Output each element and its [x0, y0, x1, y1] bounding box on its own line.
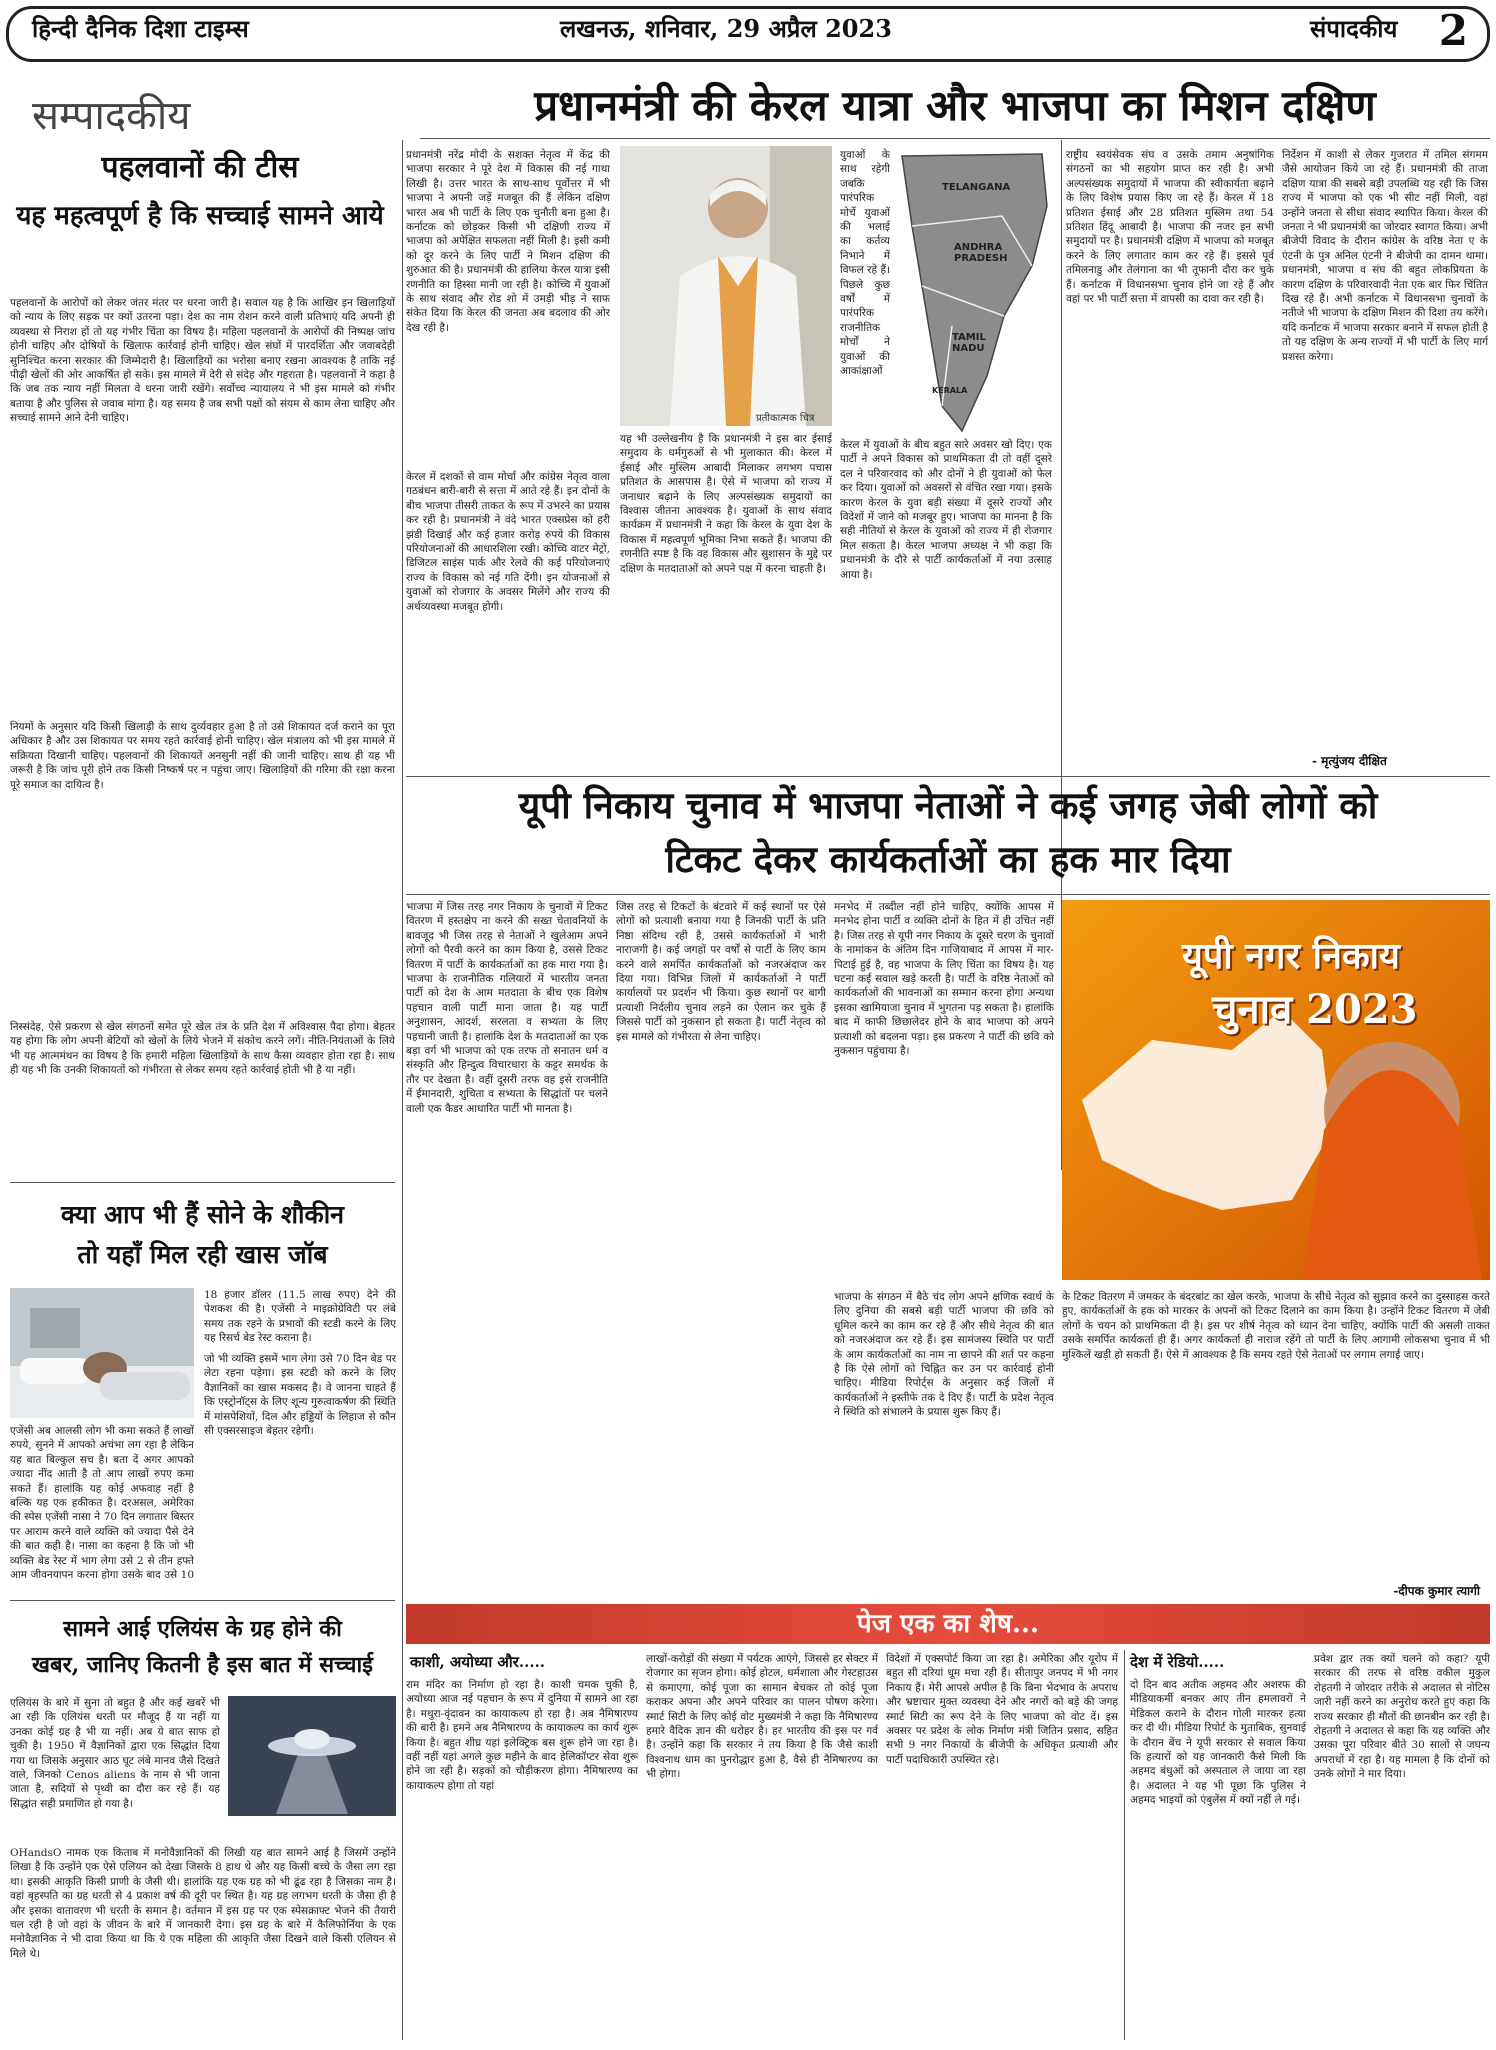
page-number: 2 — [1438, 6, 1468, 55]
wrestlers-body-1: पहलवानों के आरोपों को लेकर जंतर मंतर पर धरना जारी है। सवाल यह है कि आखिर इन खिलाड़ियों को न्याय के लिए सड़क पर क्यों उतरना पड़ा। देश का नाम रोशन करने वाली प्रतिभाएं यदि अपनी ही व्यवस्था से निराश हों तो यह गंभीर चिंता का विषय है। महिला पहलवानों के आरोपों की निष्पक्ष जांच होनी चाहिए और दोषियों के खिलाफ कार्रवाई होनी चाहिए। खेल संघों में पारदर्शिता और जवाबदेही सुनिश्चित करना सरकार की जिम्मेदारी है। खिलाड़ियों का भरोसा बनाए रखना आवश्यक है ताकि नई पीढ़ी खेलों की ओर आकर्षित हो सके। इस मामले में देरी से संदेह और गहराता है। पहलवानों ने कहा है कि जब तक न्याय नहीं मिलता वे धरना जारी रखेंगे। सर्वोच्च न्यायालय ने भी इस मामले को गंभीर बताया है और पुलिस से जवाब मांगा है। यह समय है जब सभी पक्षों को संयम से काम लेना चाहिए और सच्चाई सामने आने देनी चाहिए। — [10, 297, 395, 425]
continued-banner: पेज एक का शेष... — [406, 1604, 1490, 1644]
wrestlers-body-2: नियमों के अनुसार यदि किसी खिलाड़ी के साथ दुर्व्यवहार हुआ है तो उसे शिकायत दर्ज कराने का पूरा अधिकार है और उस शिकायत पर समय रहते कार्रवाई होनी चाहिए। खेल मंत्रालय को भी इस मामले में सक्रियता दिखानी चाहिए। पहलवानों की शिकायतें अनसुनी नहीं की जानी चाहिए। साथ ही यह भी जरूरी है कि जांच पूरी होने तक किसी निष्कर्ष पर न पहुंचा जाए। खिलाड़ियों की गरिमा की रक्षा करना पूरे समाज का दायित्व है। — [10, 721, 395, 791]
up-body-3: मनभेद में तब्दील नहीं होने चाहिए, क्योंकि आपस में मनभेद होना पार्टी व व्यक्ति दोनों के हित में ही उचित नहीं है। जिस तरह से यूपी नगर निकाय के दूसरे चरण के चुनावों के नामांकन के अंतिम दिन गाजियाबाद में आपस में मार-पिटाई हुई है, वह भाजपा के लिए चिंता का विषय है। यह घटना कई सवाल खड़े करती है। पार्टी के वरिष्ठ नेताओं को कार्यकर्ताओं की भावनाओं का सम्मान करना होगा अन्यथा इसका खामियाजा चुनाव में भुगतना पड़ सकता है। हालांकि बाद में काफी छिछालेदर होने के बाद भाजपा को अपने प्रत्याशी को बदलना पड़ा। इस प्रकरण ने पार्टी की छवि को नुकसान पहुंचाया है। — [834, 901, 1054, 1058]
kerala-body-6: राष्ट्रीय स्वयंसेवक संघ व उसके तमाम अनुषांगिक संगठनों का भी सहयोग प्राप्त कर रही है। अभी अल्पसंख्यक समुदायों में भाजपा की स्वीकार्यता बढ़ाने के लिए विशेष प्रयास किए जा रहे हैं। केरल में 18 प्रतिशत ईसाई और 28 प्रतिशत मुस्लिम तथा 54 प्रतिशत हिंदू आबादी है। भाजपा की नजर इन सभी समुदायों पर है। प्रधानमंत्री दक्षिण में भाजपा को मजबूत करने के लिए लगातार काम कर रहे हैं। इससे पूर्व तमिलनाडु और तेलंगाना का भी तूफानी दौरा कर चुके हैं। कर्नाटक में विधानसभा चुनाव होने जा रहे हैं और वहां पर भी पार्टी सत्ता में वापसी का दावा कर रही है। — [1066, 149, 1274, 306]
up-election-graphic — [1062, 900, 1490, 1280]
aliens-headline-1: सामने आई एलियंस के ग्रह होने की — [63, 1616, 342, 1642]
kerala-body-5: केरल में युवाओं के बीच बहुत सारे अवसर खो दिए। एक पार्टी ने अपने विकास को प्राथमिकता दी तो वहीं दूसरे दल ने परिवारवाद को और दोनों ने ही युवाओं को फेल कर दिया। युवाओं को अवसरों से वंचित रखा गया। इसके कारण केरल के युवा बड़ी संख्या में दूसरे राज्यों और विदेशों में जाने को मजबूर हुए। भाजपा का मानना है कि सही नीतियों से केरल के युवाओं को राज्य में ही रोजगार मिल सकता है। केरल भाजपा अध्यक्ष ने भी कहा कि प्रधानमंत्री के दौरे से पार्टी कार्यकर्ताओं में नया उत्साह आया है। — [840, 439, 1052, 581]
dateline: लखनऊ, शनिवार, 29 अप्रैल 2023 — [560, 14, 892, 43]
wrestlers-headline-2: यह महत्वपूर्ण है कि सच्चाई सामने आये — [16, 201, 384, 231]
kerala-body-2: केरल में दशकों से वाम मोर्चा और कांग्रेस नेतृत्व वाला गठबंधन बारी-बारी से सत्ता में आते रहे हैं। इन दोनों के बीच भाजपा तीसरी ताकत के रूप में उभरने का प्रयास कर रही है। प्रधानमंत्री ने वंदे भारत एक्सप्रेस को हरी झंडी दिखाई और कई हजार करोड़ रुपये की विकास परियोजनाओं की आधारशिला रखी। कोच्चि वाटर मेट्रो, डिजिटल साइंस पार्क और रेलवे की कई परियोजनाएं राज्य के विकास को नई गति देंगी। इन योजनाओं से युवाओं को रोजगार के अवसर मिलेंगे और राज्य की अर्थव्यवस्था मजबूत होगी। — [406, 471, 610, 613]
gold-body-2: जो भी व्यक्ति इसमें भाग लेगा उसे 70 दिन बेड पर लेटा रहना पड़ेगा। इस स्टडी को करने के लिए वैज्ञानिकों का खास मकसद है। वे जानना चाहते हैं कि एस्ट्रोनॉट्स के लिए शून्य गुरुत्वाकर्षण की स्थिति में मांसपेशियों, दिल और हड्डियों के लिहाज से कौन सी एक्सरसाइज बेहतर रहेगी। — [204, 1353, 396, 1438]
pm-modi-photo — [620, 146, 832, 426]
masthead-section: संपादकीय — [1310, 14, 1398, 43]
divider — [406, 776, 1490, 777]
section-label: सम्पादकीय — [32, 93, 191, 139]
graphic-title-1: यूपी नगर निकाय — [1182, 935, 1400, 977]
gold-body-3: एजेंसी अब आलसी लोग भी कमा सकते हैं लाखों रुपये, सुनने में आपको अचंभा लग रहा है लेकिन यह बात बिल्कुल सच है। बता दें अगर आपको ज्यादा नींद आती है तो आप लाखों रुपए कमा सकते हैं। हालांकि यह कोई अफवाह नहीं है बल्कि यह एक हकीकत है। दरअसल, अमेरिका की स्पेस एजेंसी नासा ने 70 दिन लगातार बिस्तर पर आराम करने वाले व्यक्ति को ज्यादा पैसे देने की बात कही है। नासा का कहना है कि जो भी व्यक्ति बेड रेस्ट में भाग लेगा उसे 2 से तीन हफ्ते आम जीवनयापन करना होगा उसके बाद उसे 10 — [10, 1425, 194, 1582]
kashi-title: काशी, अयोध्या और..... — [410, 1653, 546, 1671]
wrestlers-body-3: निस्संदेह, ऐसे प्रकरण से खेल संगठनों समेत पूरे खेल तंत्र के प्रति देश में अविश्वास पैदा होगा। बेहतर यह होगा कि लोग अपनी बेटियों को खेलों के लिये भेजने में संकोच करने लगें। नीति-नियंताओं के लिये भी यह आत्ममंथन का विषय है कि हमारी महिला खिलाड़ियों के साथ कैसा व्यवहार होता रहा है। साथ ही यह भी कि उनकी शिकायतों को गंभीरता से लेकर समय रहते कार्रवाई होती भी है या नहीं। — [10, 1021, 395, 1077]
divider — [406, 894, 1490, 895]
up-headline-1: यूपी निकाय चुनाव में भाजपा नेताओं ने कई जगह जेबी लोगों को — [518, 783, 1378, 827]
divider — [10, 1182, 395, 1183]
kashi-body-3: विदेशों में एक्सपोर्ट किया जा रहा है। अमेरिका और यूरोप में बहुत सी दरियां धूम मचा रही हैं। सीतापुर जनपद में भी नगर निकाय हैं। मेरी आपसे अपील है कि बिना भेदभाव के अपराध और भ्रष्टाचार मुक्त व्यवस्था देने और नगरों को बड़े की जगह स्मार्ट सिटी का रूप देने के लिए भाजपा को वोट दें। इस अवसर पर प्रदेश के लोक निर्माण मंत्री जितिन प्रसाद, सहित सभी 9 नगर निकायों के बीजेपी के अधिकृत प्रत्याशी और पार्टी पदाधिकारी उपस्थित रहे। — [886, 1653, 1118, 1766]
radio-body-1: दो दिन बाद अतीक अहमद और अशरफ की मीडियाकर्मी बनकर आए तीन हमलावरों ने मेडिकल कराने के दौरान गोली मारकर हत्या कर दी थी। मीडिया रिपोर्ट के मुताबिक, सुनवाई के दौरान बेंच ने यूपी सरकार से सवाल किया कि हत्यारों को यह जानकारी कैसे मिली कि अहमद बंधुओं को अस्पताल ले जाया जा रहा है। अदालत ने यह भी पूछा कि पुलिस ने अहमद भाइयों को एंबुलेंस में क्यों नहीं ले गई। — [1130, 1679, 1306, 1807]
map-label-andhra: ANDHRA PRADESH — [954, 242, 1008, 264]
column-rule — [402, 140, 403, 2040]
radio-title: देश में रेडियो..... — [1130, 1653, 1225, 1671]
graphic-title-2: चुनाव 2023 — [1212, 986, 1418, 1033]
main-headline: प्रधानमंत्री की केरल यात्रा और भाजपा का मिशन दक्षिण — [534, 81, 1376, 130]
kerala-body-4: युवाओं के साथ रहेगी जबकि पारंपरिक मोर्चे युवाओं की भलाई का कर्तव्य निभाने में विफल रहे हैं। पिछले कुछ वर्षों में पारंपरिक राजनीतिक मोर्चों ने युवाओं की आकांक्षाओं — [840, 149, 890, 378]
up-byline: -दीपक कुमार त्यागी — [1393, 1584, 1480, 1598]
up-body-5: के टिकट वितरण में जमकर के बंदरबांट का खेल करके, भाजपा के सीधे नेतृत्व को सुझाव करने का दुस्साहस करते हुए, कार्यकर्ताओं के हक को मारकर के अपनों को टिकट दिलाने का काम किया है। उन्होंने टिकट वितरण में जेबी लोगों के चयन को प्राथमिकता दी है। इस पर शीर्ष नेतृत्व को ध्यान देना चाहिए, क्योंकि पार्टी की असली ताकत उसके समर्पित कार्यकर्ता ही हैं। अगर कार्यकर्ता ही नाराज रहेंगे तो पार्टी के लिए आगामी लोकसभा चुनाव में भी मुश्किलें खड़ी हो सकती हैं। ऐसे में आवश्यक है कि समय रहते ऐसे नेताओं पर लगाम लगाई जाए। — [1062, 1291, 1490, 1361]
kerala-body-3: यह भी उल्लेखनीय है कि प्रधानमंत्री ने इस बार ईसाई समुदाय के धर्मगुरुओं से भी मुलाकात की। केरल में ईसाई और मुस्लिम आबादी मिलाकर लगभग पचास प्रतिशत के आसपास है। ऐसे में भाजपा को राज्य में जनाधार बढ़ाने के लिए अल्पसंख्यक समुदायों का विश्वास जीतना आवश्यक है। युवाओं के साथ संवाद कार्यक्रम में प्रधानमंत्री ने कहा कि केरल के युवा देश के विकास में महत्वपूर्ण भूमिका निभा सकते हैं। भाजपा की रणनीति स्पष्ट है कि वह विकास और सुशासन के मुद्दे पर दक्षिण के मतदाताओं को अपने पक्ष में करना चाहती है। — [620, 433, 832, 575]
kashi-body-1: राम मंदिर का निर्माण हो रहा है। काशी चमक चुकी है, अयोध्या आज नई पहचान के रूप में दुनिया में सामने आ रहा है। मथुरा-वृंदावन का कायाकल्प हो रहा है। अब नैमिषारण्य की बारी है। हमने अब नैमिषारण्य के कायाकल्प का कार्य शुरू किया है। बहुत शीघ्र यहां इलेक्ट्रिक बस शुरू होने जा रहा है। वहीं नहीं यहां अगले कुछ महीने के बाद हेलिकॉप्टर सेवा शुरू होने जा रही है। सड़कों को चौड़ीकरण होगा। नैमिषारण्य का कायाकल्प होगा तो यहां — [406, 1679, 638, 1792]
kerala-body-1: प्रधानमंत्री नरेंद्र मोदी के सशक्त नेतृत्व में केंद्र की भाजपा सरकार ने पूरे देश में विकास की नई गाथा लिखी है। उत्तर भारत के साथ-साथ पूर्वोत्तर में भी भाजपा ने अपनी जड़ें मजबूत की हैं लेकिन दक्षिण भारत अब भी पार्टी के लिए एक चुनौती बना हुआ है। कर्नाटक को छोड़कर किसी भी दक्षिणी राज्य में भाजपा को अपेक्षित सफलता नहीं मिली है। इसी कमी को दूर करने के लिए पार्टी ने मिशन दक्षिण की शुरुआत की है। प्रधानमंत्री की हालिया केरल यात्रा इसी रणनीति का हिस्सा मानी जा रही है। कोच्चि में युवाओं के साथ संवाद और रोड शो में उमड़ी भीड़ ने साफ संकेत दिया कि केरल की जनता अब बदलाव की ओर देख रही है। — [406, 149, 610, 334]
column-rule — [1124, 1650, 1125, 2040]
divider — [420, 138, 1490, 139]
up-body-1: भाजपा में जिस तरह नगर निकाय के चुनावों में टिकट वितरण में हस्तक्षेप ना करने की सख्त चेतावनियों के बावजूद भी जिस तरह से नेताओं ने खुलेआम अपने लोगों को पैरवी करने का काम किया है, उससे टिकट वितरण में पार्टी के कार्यकर्ताओं का हक मारा गया है। भाजपा के राजनीतिक गलियारों में भारतीय जनता पार्टी को देश के आम मतदाता के बीच एक विशेष पहचान वाली पार्टी माना जाता है। यह पार्टी अनुशासन, आदर्श, सरलता व सभ्यता के लिए पहचानी जाती है। हालांकि देश के मतदाताओं का एक बड़ा वर्ग भी भाजपा को एक तरफ तो सनातन धर्म व संस्कृति और हिन्दुत्व विचारधारा के कट्टर समर्थक के तौर पर देखता है। वहीं दूसरी तरफ वह इसे राजनीति में ईमानदारी, शुचिता व सभ्यता के सिद्धांतों पर चलने वाली एक कैडर आधारित पार्टी भी मानता है। — [406, 901, 608, 1115]
gold-body-1: 18 हजार डॉलर (11.5 लाख रुपए) देने की पेशकश की है। एजेंसी ने माइक्रोग्रेविटी पर लंबे समय तक रहने के प्रभावों की स्टडी करने के लिए यह रिसर्च बेड रेस्ट कराना है। — [204, 1289, 396, 1345]
kashi-body-2: लाखों-करोड़ों की संख्या में पर्यटक आएंगे, जिससे हर सेक्टर में रोजगार का सृजन होगा। कोई होटल, धर्मशाला और गेस्टहाउस से कमाएगा, कोई पूजा का सामान बेचकर तो कोई पूजा कराकर अपना और अपने परिवार का पालन पोषण करेगा। स्मार्ट सिटी के लिए कोई वोट मुख्यमंत्री ने कहा कि नैमिषारण्य हमारे वैदिक ज्ञान की धरोहर है। हर भारतीय की इस पर गर्व है। उन्होंने कहा कि सरकार ने तय किया है कि जैसे काशी विश्वनाथ धाम का पुनरोद्धार हुआ है, वैसे ही नैमिषारण्य का भी होगा। — [646, 1653, 878, 1781]
photo-caption: प्रतीकात्मक चित्र — [756, 413, 815, 424]
gold-headline-1: क्या आप भी हैं सोने के शौकीन — [60, 1200, 345, 1229]
kerala-byline: - मृत्युंजय दीक्षित — [1312, 754, 1387, 768]
radio-body-2: प्रवेश द्वार तक क्यों चलने को कहा? यूपी सरकार की तरफ से वरिष्ठ वकील मुकुल रोहतगी ने जोरदार तरीके से अदालत से नोटिस जारी नहीं करने का अनुरोध करते हुए कहा कि राज्य सरकार ही मौतों की छानबीन कर रही है। रोहतगी ने अदालत से कहा कि यह व्यक्ति और उसका पूरा परिवार बीते 30 सालों से जघन्य अपराधों में रहा है। यह मामला है कि दोनों को उनके लोगों ने मार दिया। — [1314, 1653, 1490, 1781]
sleeping-woman-photo — [10, 1288, 194, 1418]
map-label-kerala: KERALA — [932, 386, 968, 395]
up-body-2: जिस तरह से टिकटों के बंटवारे में कई स्थानों पर ऐसे लोगों को प्रत्याशी बनाया गया है जिनकी पार्टी के प्रति निष्ठा संदिग्ध रही है, उससे कार्यकर्ताओं में भारी नाराजगी है। कई जगहों पर वर्षों से पार्टी के लिए काम करने वाले समर्पित कार्यकर्ताओं को नजरअंदाज कर दिया गया। विभिन्न जिलों में कार्यकर्ताओं ने पार्टी कार्यालयों पर प्रदर्शन भी किया। कुछ स्थानों पर बागी प्रत्याशी निर्दलीय चुनाव लड़ने का ऐलान कर चुके हैं जिससे पार्टी को नुकसान हो सकता है। पार्टी नेतृत्व को इस मामले को गंभीरता से लेना चाहिए। — [616, 901, 826, 1043]
map-label-tamil-nadu: TAMIL NADU — [952, 332, 986, 354]
paper-name: हिन्दी दैनिक दिशा टाइम्स — [32, 14, 249, 43]
wrestlers-headline-1: पहलवानों की टीस — [101, 150, 299, 185]
ufo-photo — [228, 1696, 396, 1816]
up-headline-2: टिकट देकर कार्यकर्ताओं का हक मार दिया — [665, 837, 1231, 881]
south-india-map — [892, 146, 1052, 436]
up-body-4: भाजपा के संगठन में बैठे चंद लोग अपने क्षणिक स्वार्थ के लिए दुनिया की सबसे बड़ी पार्टी भाजपा की छवि को धूमिल करने का काम कर रहे हैं और सीधे नेतृत्व की बात को नजरअंदाज कर रहे हैं। इस सामंजस्य स्थिति पर पार्टी के आम कार्यकर्ताओं का नाम ना छापने की शर्त पर कहना है कि ऐसे लोगों को चिह्नित कर उन पर कार्रवाई होनी चाहिए। मीडिया रिपोर्ट्स के अनुसार कई जिलों में कार्यकर्ताओं ने इस्तीफे तक दे दिए हैं। पार्टी के प्रदेश नेतृत्व ने स्थिति को संभालने के प्रयास शुरू किए हैं। — [834, 1291, 1054, 1419]
aliens-headline-2: खबर, जानिए कितनी है इस बात में सच्चाई — [32, 1652, 373, 1678]
aliens-body-2: OHandsO नामक एक किताब में मनोवैज्ञानिकों की लिखी यह बात सामने आई है जिसमें उन्होंने लिखा है कि उन्होंने एक ऐसे एलियन को देखा जिसके 8 हाथ थे और यह किसी बच्चे के जैसा लग रहा था। इसकी आकृति किसी प्राणी के जैसी थी। हालांकि यह एक ग्रह को भी ढूंढ रहा है जिसका नाम है। वहां बृहस्पति का ग्रह धरती से 4 प्रकाश वर्ष की दूरी पर स्थित है। यह ग्रह लगभग धरती के जैसा ही है और इसका वातावरण भी धरती के समान है। वर्तमान में इस ग्रह पर एक स्पेसक्राफ्ट भेजने की तैयारी चल रही है जो वहां के जीवन के बारे में जानकारी देगा। इस ग्रह के बारे में कैलिफोर्निया के एक मनोवैज्ञानिक ने भी दावा किया था कि ये एक महिला की आकृति जैसा दिखने वाले किसी एलियन से मिले थे। — [10, 1847, 396, 1960]
aliens-body-1: एलियंस के बारे में सुना तो बहुत है और कई खबरें भी आ रही कि एलियंस धरती पर मौजूद हैं या नहीं या उनका कोई ग्रह है भी या नहीं। अब ये बात साफ हो चुकी है। 1950 में वैज्ञानिकों द्वारा एक सिद्धांत दिया गया था जिसके अनुसार आठ घूट लंबे मानव जैसे दिखते वाले, जिनको Cenos aliens के नाम से भी जाना जाता है, सदियों से पृथ्वी का दौरा कर रहे हैं। यह सिद्धांत सही प्रमाणित हो गया है। — [10, 1697, 220, 1810]
kerala-body-7: निर्देशन में काशी से लेकर गुजरात में तमिल संगमम जैसे आयोजन किये जा रहे हैं। प्रधानमंत्री की ताजा दक्षिण यात्रा की सबसे बड़ी उपलब्धि यह रही कि जिस राज्य में भाजपा को एक भी सीट नहीं मिली, वहां उन्होंने जनता से सीधा संवाद स्थापित किया। केरल की जनता ने भी प्रधानमंत्री का जोरदार स्वागत किया। अभी बीजेपी विवाद के दौरान कांग्रेस के वरिष्ठ नेता ए के एंटनी के पुत्र अनिल एंटनी ने बीजेपी का दामन थामा। प्रधानमंत्री, भाजपा व संघ की बहुत लोकप्रियता के कारण दक्षिण के परिवारवादी नेता एक बार फिर चिंतित दिख रहे हैं। अभी कर्नाटक में विधानसभा चुनावों के नतीजे भी भाजपा के दक्षिण मिशन की दिशा तय करेंगे। यदि कर्नाटक में भाजपा सरकार बनाने में सफल होती है तो यह दक्षिण के अन्य राज्यों में भी पार्टी के लिए मार्ग प्रशस्त करेगा। — [1282, 149, 1488, 363]
divider — [10, 1600, 395, 1601]
map-label-telangana: TELANGANA — [942, 182, 1011, 193]
gold-headline-2: तो यहाँ मिल रही खास जॉब — [77, 1240, 328, 1269]
